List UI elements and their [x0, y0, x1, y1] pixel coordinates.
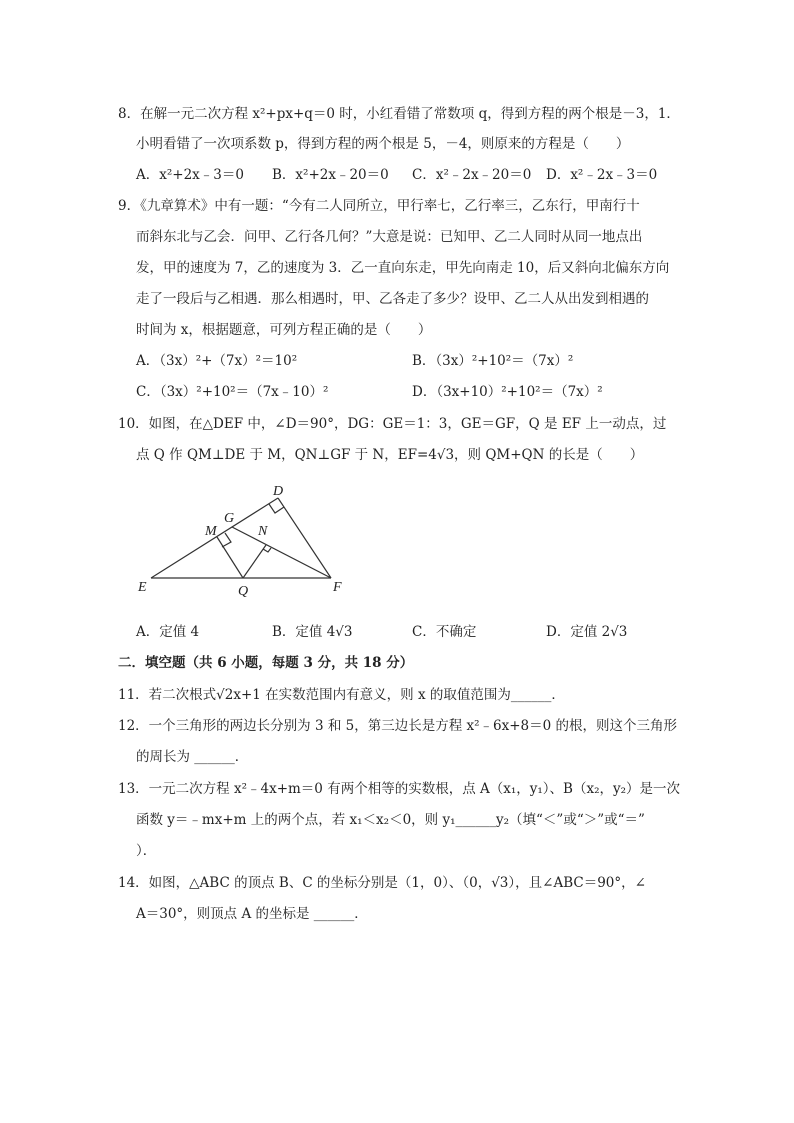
segment-qn — [243, 545, 266, 578]
q9-line1: 9．《九章算术》中有一题：“今有二人同所立，甲行率七，乙行率三，乙东行，甲南行十 — [118, 198, 640, 214]
q12-line2: 的周长为 ______． — [136, 749, 249, 765]
q9-line4: 走了一段后与乙相遇．那么相遇时，甲、乙各走了多少？设甲、乙二人从出发到相遇的 — [136, 291, 649, 307]
q9-option-d: D．（3x+10）²+10²＝（7x）² — [412, 384, 603, 400]
q10-line1: 10．如图，在△DEF 中，∠D＝90°，DG：GE＝1：3，GE＝GF，Q 是 EF 上一动点，过 — [118, 416, 667, 432]
q9-option-a: A．（3x）²+（7x）²＝10² — [136, 353, 298, 369]
segment-gf — [232, 527, 331, 578]
q14-line1: 14．如图，△ABC 的顶点 B、C 的坐标分别是（1，0）、（0，√3），且∠ABC＝90°，∠ — [118, 875, 646, 891]
q9-line3: 发，甲的速度为 7，乙的速度为 3．乙一直向东走，甲先向南走 10，后又斜向北偏东方向 — [136, 260, 670, 276]
label-f: F — [333, 580, 342, 595]
q14-line2: A＝30°，则顶点 A 的坐标是 ______． — [136, 906, 368, 922]
q9-option-c: C．（3x）²+10²＝（7x﹣10）² — [136, 384, 329, 400]
label-m: M — [205, 524, 217, 539]
q13-line3: ）． — [136, 843, 157, 859]
label-d: D — [273, 484, 284, 499]
label-q: Q — [238, 584, 249, 599]
q8-line1: 8．在解一元二次方程 x²+px+q＝0 时，小红看错了常数项 q，得到方程的两个根是－3，1． — [118, 106, 680, 122]
q9-option-b: B．（3x）²+10²＝（7x）² — [412, 353, 574, 369]
q9-line5: 时间为 x，根据题意，可列方程正确的是（ ） — [136, 322, 432, 338]
q8-option-b: B．x²+2x﹣20＝0 — [272, 167, 389, 183]
triangle-def-figure — [130, 478, 350, 604]
q10-option-c: C．不确定 — [412, 624, 477, 640]
q8-option-c: C．x²﹣2x﹣20＝0 — [412, 167, 532, 183]
label-e: E — [138, 580, 147, 595]
right-angle-mark-m — [222, 533, 231, 547]
q10-line2: 点 Q 作 QM⊥DE 于 M，QN⊥GF 于 N，EF=4√3，则 QM+QN 的长是（ ） — [136, 447, 644, 463]
q9-line2: 而斜东北与乙会．问甲、乙行各几何？”大意是说：已知甲、乙二人同时从同一地点出 — [136, 229, 643, 245]
label-g: G — [224, 511, 235, 526]
q8-option-d: D．x²﹣2x﹣3＝0 — [546, 167, 658, 183]
q13-line2: 函数 y＝﹣mx+m 上的两个点，若 x₁＜x₂＜0，则 y₁______y₂（填“＜”或“＞”或“＝” — [136, 812, 645, 828]
q10-option-b: B．定值 4√3 — [272, 624, 353, 640]
q10-option-d: D．定值 2√3 — [546, 624, 628, 640]
q13-line1: 13．一元二次方程 x²﹣4x+m＝0 有两个相等的实数根，点 A（x₁，y₁）、B（x₂，y₂）是一次 — [118, 781, 681, 797]
q11-line: 11．若二次根式√2x+1 在实数范围内有意义，则 x 的取值范围为______． — [118, 687, 565, 703]
q8-option-a: A．x²+2x﹣3＝0 — [136, 167, 244, 183]
q10-option-a: A．定值 4 — [136, 624, 200, 640]
right-angle-mark-d — [269, 504, 284, 513]
q12-line1: 12．一个三角形的两边长分别为 3 和 5，第三边长是方程 x²﹣6x+8＝0 的根，则这个三角形 — [118, 718, 678, 734]
q8-line2: 小明看错了一次项系数 p，得到方程的两个根是 5，－4，则原来的方程是（ ） — [136, 136, 630, 152]
label-n: N — [258, 524, 268, 539]
section-fill-in-title: 二．填空题（共 6 小题，每题 3 分，共 18 分） — [118, 655, 414, 671]
edge-df — [278, 498, 331, 578]
